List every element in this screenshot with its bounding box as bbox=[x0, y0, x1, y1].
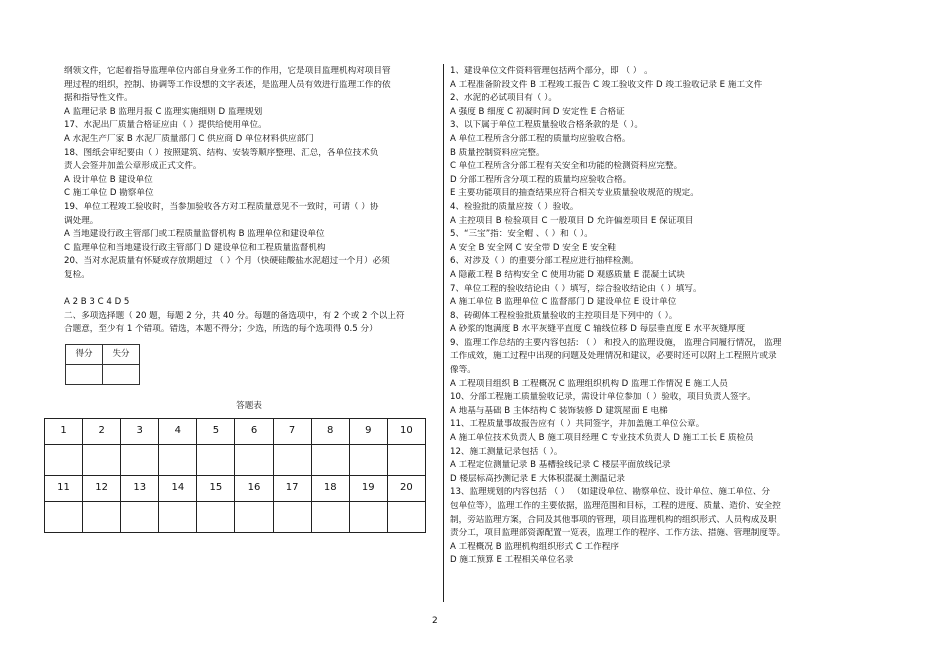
answer-input-cell[interactable] bbox=[159, 501, 197, 532]
right-text-line: 5、“三宝”指：安全帽 、（ ）和（ ）。 bbox=[450, 229, 593, 240]
right-text-line: D 分部工程所含分项工程的质量均应验收合格。 bbox=[450, 174, 632, 185]
right-text-line: 工作成效，施工过程中出现的问题及处理情况和建议，必要时还可以附上工程照片或录 bbox=[450, 351, 777, 362]
left-text-line: C 监理单位和当地建设行政主管部门 D 建设单位和工程质量监督机构 bbox=[64, 242, 326, 253]
right-column bbox=[450, 66, 832, 569]
answer-number-cell: 5 bbox=[197, 418, 235, 444]
right-text-line: A 单位工程所含分部工程的质量均应验收合格。 bbox=[450, 133, 631, 144]
right-text-line: A 工程概况 B 监理机构组织形式 C 工作程序 bbox=[450, 541, 619, 552]
right-text-line: A 施工单位 B 监理单位 C 监督部门 D 建设单位 E 设计单位 bbox=[450, 297, 677, 308]
right-text-line: A 地基与基础 B 主体结构 C 装饰装修 D 建筑屋面 E 电梯 bbox=[450, 405, 668, 416]
answer-input-cell[interactable] bbox=[387, 444, 425, 475]
answer-input-cell[interactable] bbox=[45, 444, 83, 475]
left-text-line: 18、图纸会审纪要由（ ）按照建筑、结构、安装等顺序整理、汇总，各单位技术负 bbox=[64, 147, 379, 158]
right-text-line: 2、水泥的必试项目有（ ）。 bbox=[450, 93, 558, 104]
answer-input-cell[interactable] bbox=[349, 501, 387, 532]
answer-number-cell: 18 bbox=[311, 475, 349, 501]
answer-input-cell[interactable] bbox=[235, 501, 273, 532]
right-text-line: A 砂浆的饱满度 B 水平灰缝平直度 C 轴线位移 D 每层垂直度 E 水平灰缝厚度 bbox=[450, 324, 746, 335]
left-text-line bbox=[64, 284, 434, 298]
answer-input-cell[interactable] bbox=[311, 501, 349, 532]
right-text-line: A 主控项目 B 检验项目 C 一般项目 D 允许偏差项目 E 保证项目 bbox=[450, 215, 694, 226]
left-text-line: 调处理。 bbox=[64, 215, 99, 226]
reviewer-cell[interactable] bbox=[103, 364, 140, 384]
left-text-line: A 水泥生产厂家 B 水泥厂质量部门 C 供应商 D 单位材料供应部门 bbox=[64, 133, 314, 144]
answer-input-cell[interactable] bbox=[45, 501, 83, 532]
page-number: 2 bbox=[432, 616, 438, 626]
answer-input-cell[interactable] bbox=[197, 444, 235, 475]
left-text-line: A 监理记录 B 监理月报 C 监理实施细则 D 监理规划 bbox=[64, 106, 263, 117]
answer-number-cell: 2 bbox=[83, 418, 121, 444]
right-text-line: A 施工单位技术负责人 B 施工项目经理 C 专业技术负责人 D 施工工长 E 质检员 bbox=[450, 433, 754, 444]
right-text-line: 6、对涉及（ ）的重要分部工程应进行抽样检测。 bbox=[450, 256, 639, 267]
answer-input-cell[interactable] bbox=[235, 444, 273, 475]
answer-number-cell: 4 bbox=[159, 418, 197, 444]
answer-input-cell[interactable] bbox=[83, 501, 121, 532]
right-text-line: A 工程项目组织 B 工程概况 C 监理组织机构 D 监理工作情况 E 施工人员 bbox=[450, 378, 728, 389]
answer-input-cell[interactable] bbox=[311, 444, 349, 475]
right-text-line: D 施工预算 E 工程相关单位名录 bbox=[450, 555, 574, 566]
right-text-line: A 强度 B 细度 C 初凝时间 D 安定性 E 合格证 bbox=[450, 106, 625, 117]
answer-input-cell[interactable] bbox=[387, 501, 425, 532]
right-text-line: 13、监理规划的内容包括 （ ） （如建设单位、勘察单位、设计单位、施工单位、分 bbox=[450, 487, 770, 498]
answer-input-cell[interactable] bbox=[159, 444, 197, 475]
answer-table-title: 答题表 bbox=[236, 400, 262, 411]
answer-number-cell: 7 bbox=[273, 418, 311, 444]
right-text-line: 制，旁站监理方案，合同及其他事项的管理，项目监理机构的组织形式、人员构成及职 bbox=[450, 514, 777, 525]
left-text-line: 20、当对水泥质量有怀疑或存放期超过 （ ）个月（快硬硅酸盐水泥超过一个月）必须 bbox=[64, 256, 390, 267]
answer-number-cell: 14 bbox=[159, 475, 197, 501]
right-text-line: C 单位工程所含分部工程有关安全和功能的检测资料应完整。 bbox=[450, 161, 683, 172]
left-text-line: 纲领文件，它起着指导监理单位内部自身业务工作的作用，它是项目监理机构对项目管 bbox=[64, 66, 391, 76]
left-text-line: 据和指导性文件。 bbox=[64, 93, 133, 104]
answer-input-cell[interactable] bbox=[273, 501, 311, 532]
score-label: 得分 bbox=[66, 344, 103, 364]
right-text-line: 像等。 bbox=[450, 365, 476, 376]
score-cell[interactable] bbox=[66, 364, 103, 384]
right-text-line: A 工程定位测量记录 B 基槽验线记录 C 楼层平面放线记录 bbox=[450, 460, 671, 471]
right-text-line: A 安全 B 安全网 C 安全带 D 安全 E 安全鞋 bbox=[450, 242, 617, 253]
right-text-line: 12、施工测量记录包括（ ）。 bbox=[450, 446, 563, 457]
right-text-line: 10、分部工程施工质量验收记录，需设计单位参加（ ）验收，项目负责人签字。 bbox=[450, 392, 756, 403]
right-text-line: 11、工程质量事故报告应有（ ）共同签字，并加盖施工单位公章。 bbox=[450, 419, 705, 430]
right-text-line: A 工程准备阶段文件 B 工程竣工报告 C 竣工验收文件 D 竣工验收记录 E 施工文件 bbox=[450, 79, 763, 90]
answer-number-cell: 17 bbox=[273, 475, 311, 501]
right-text-line: 4、检验批的质量应按（ ）验收。 bbox=[450, 201, 579, 212]
right-text-line: 1、建设单位文件资料管理包括两个部分，即 （ ） 。 bbox=[450, 66, 653, 76]
left-text-line: A 设计单位 B 建设单位 bbox=[64, 174, 153, 185]
left-text-line: A 当地建设行政主管部门或工程质量监督机构 B 监理单位和建设单位 bbox=[64, 229, 325, 240]
score-table bbox=[65, 344, 140, 385]
answer-number-cell: 13 bbox=[121, 475, 159, 501]
right-text-line: E 主要功能项目的抽查结果应符合相关专业质量验收规范的规定。 bbox=[450, 188, 699, 199]
answer-input-cell[interactable] bbox=[273, 444, 311, 475]
answer-input-cell[interactable] bbox=[197, 501, 235, 532]
answer-input-cell[interactable] bbox=[121, 444, 159, 475]
column-divider bbox=[443, 64, 444, 602]
answer-number-cell: 20 bbox=[387, 475, 425, 501]
left-text-line: 责人会签并加盖公章形成正式文件。 bbox=[64, 161, 202, 172]
left-text-line: A 2 B 3 C 4 D 5 bbox=[64, 297, 130, 308]
answer-number-cell: 1 bbox=[45, 418, 83, 444]
left-text-line: C 施工单位 D 勘察单位 bbox=[64, 188, 154, 199]
right-text-line: 8、砖砌体工程检验批质量验收的主控项目是下列中的（ ）。 bbox=[450, 310, 678, 321]
right-text-line: 3、以下属于单位工程质量验收合格条款的是（ ）。 bbox=[450, 120, 643, 131]
right-text-block bbox=[450, 66, 832, 569]
left-text-line: 复检。 bbox=[64, 269, 90, 280]
right-text-line: 责分工，项目监理部资源配置一览表，监理工作的程序、工作方法、措施、管理制度等。 bbox=[450, 528, 786, 539]
left-text-line: 合题意，至少有 1 个错项。错选，本题不得分；少选，所选的每个选项得 0.5 分） bbox=[64, 324, 378, 335]
answer-number-cell: 15 bbox=[197, 475, 235, 501]
reviewer-label: 失分 bbox=[103, 344, 140, 364]
answer-number-cell: 9 bbox=[349, 418, 387, 444]
right-text-line: B 质量控制资料应完整。 bbox=[450, 147, 545, 158]
answer-table bbox=[44, 418, 426, 533]
right-text-line: A 隐蔽工程 B 结构安全 C 使用功能 D 观感质量 E 混凝土试块 bbox=[450, 269, 685, 280]
answer-input-cell[interactable] bbox=[121, 501, 159, 532]
answer-number-cell: 3 bbox=[121, 418, 159, 444]
answer-number-cell: 6 bbox=[235, 418, 273, 444]
left-column bbox=[57, 66, 434, 533]
answer-number-cell: 10 bbox=[387, 418, 425, 444]
answer-input-cell[interactable] bbox=[349, 444, 387, 475]
answer-number-cell: 12 bbox=[83, 475, 121, 501]
left-text-line: 二、多项选择题（ 20 题，每题 2 分，共 40 分。每题的备选项中，有 2 个或 2 个以上符 bbox=[64, 310, 405, 321]
right-text-line: 包单位等），监理工作的主要依据，监理范围和目标，工程的进度、质量、造价、安全控 bbox=[450, 501, 781, 511]
left-text-line: 19、单位工程竣工验收时，当参加验收各方对工程质量意见不一致时，可请（ ）协 bbox=[64, 201, 379, 212]
answer-number-cell: 11 bbox=[45, 475, 83, 501]
right-text-line: 9、监理工作总结的主要内容包括: （ ） 和投入的监理设施， 监理合同履行情况， 监理 bbox=[450, 337, 782, 348]
left-text-block bbox=[64, 66, 434, 338]
left-text-line: 17、水泥出厂质量合格证应由（ ）提供给使用单位。 bbox=[64, 120, 267, 131]
answer-number-cell: 8 bbox=[311, 418, 349, 444]
right-text-line: 7、单位工程的验收结论由（ ）填写，综合验收结论由（ ）填写。 bbox=[450, 283, 702, 294]
answer-input-cell[interactable] bbox=[83, 444, 121, 475]
answer-number-cell: 16 bbox=[235, 475, 273, 501]
left-text-line: 理过程的组织，控制、协调等工作设想的文字表述，是监理人员有效进行监理工作的依 bbox=[64, 79, 391, 90]
answer-number-cell: 19 bbox=[349, 475, 387, 501]
right-text-line: D 楼层标高抄测记录 E 大体积混凝土测温记录 bbox=[450, 473, 625, 484]
